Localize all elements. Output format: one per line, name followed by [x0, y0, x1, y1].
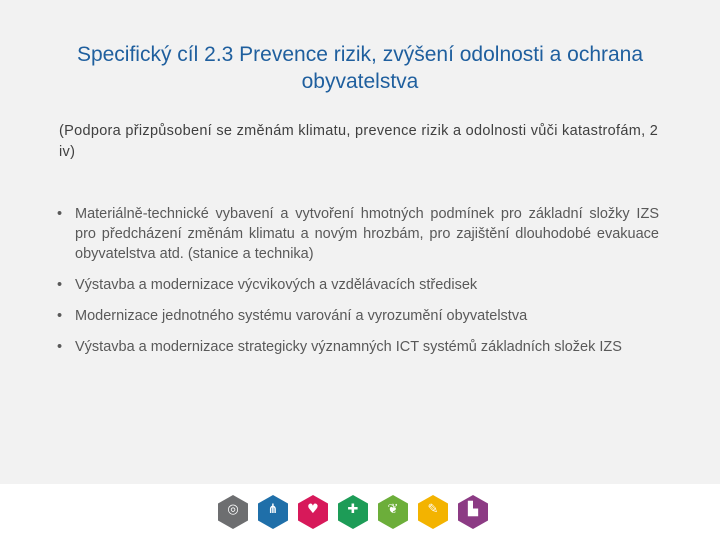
- bullet-icon: •: [57, 277, 63, 293]
- slide-title: Specifický cíl 2.3 Prevence rizik, zvýšení odolnosti a ochrana obyvatelstva: [76, 43, 644, 93]
- leaf-icon: ❦: [377, 494, 409, 530]
- bullet-item: [57, 306, 659, 326]
- bullet-text: Modernizace jednotného systému varování a vyrozumění obyvatelstva: [75, 308, 528, 324]
- people-icon: ♥: [297, 494, 329, 530]
- corner-icon: ▙: [457, 494, 489, 530]
- slide-subtitle: (Podpora přizpůsobení se změnám klimatu, prevence rizik a odolnosti vůči katastrofám, 2 iv): [59, 123, 659, 160]
- bullet-item: [57, 275, 659, 295]
- network-icon: ⋔: [257, 494, 289, 530]
- bullet-icon: •: [57, 206, 63, 222]
- bullet-item: [57, 204, 659, 264]
- pencil-icon: ✎: [417, 494, 449, 530]
- target-icon: ◎: [217, 494, 249, 530]
- medical-cross-icon: ✚: [337, 494, 369, 530]
- bullet-icon: •: [57, 308, 63, 324]
- bullet-item: [57, 337, 659, 357]
- bullet-icon: •: [57, 339, 63, 355]
- program-logos: [217, 494, 489, 530]
- bullet-text: Výstavba a modernizace výcvikových a vzdělávacích středisek: [75, 277, 478, 293]
- bullet-text: Materiálně-technické vybavení a vytvoření hmotných podmínek pro základní složky IZS pro předcházení změnám klimatu a novým hrozbám, pro zajištění dlouhodobé evakuace obyvatelstva atd. (stanice a technika): [75, 206, 659, 262]
- bullet-list: [57, 204, 659, 368]
- bullet-text: Výstavba a modernizace strategicky významných ICT systémů základních složek IZS: [75, 339, 622, 355]
